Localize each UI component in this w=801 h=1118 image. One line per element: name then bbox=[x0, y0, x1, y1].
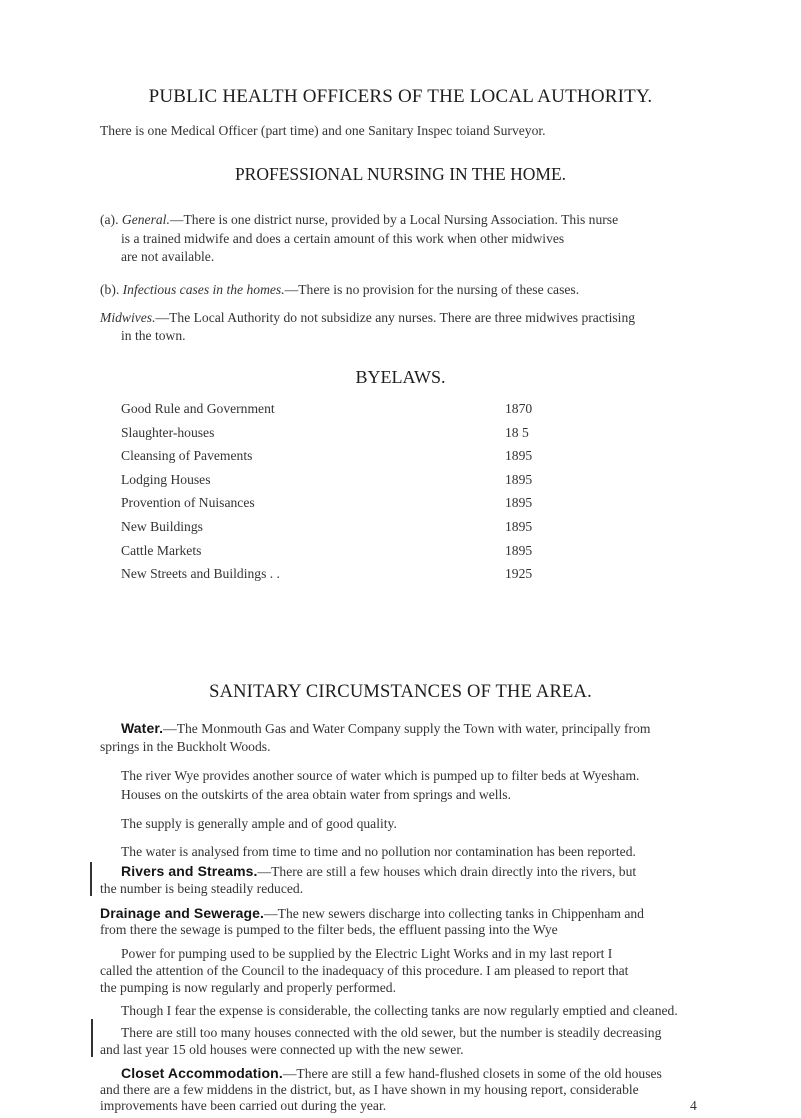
general-line-2: is a trained midwife and does a certain amount of this work when other midwives bbox=[121, 231, 565, 246]
general-marker: (a). bbox=[100, 212, 119, 227]
closet-label: Closet Accommodation. bbox=[121, 1065, 283, 1081]
byelaw-name: New Buildings bbox=[121, 519, 203, 534]
infectious-text: —There is no provision for the nursing of these cases. bbox=[284, 282, 580, 297]
byelaw-row bbox=[121, 519, 561, 537]
byelaw-name: Slaughter-houses bbox=[121, 424, 215, 440]
byelaws-heading: BYELAWS. bbox=[355, 367, 446, 387]
drainage-text: —The new sewers discharge into collecting tanks in Chippenham and bbox=[264, 906, 644, 921]
wye-line-1: The river Wye provides another source of water which is pumped up to filter beds at Wyesham. bbox=[121, 768, 640, 783]
byelaw-row bbox=[121, 401, 561, 419]
general-line-1 bbox=[100, 211, 618, 229]
page-number: 4 bbox=[690, 1098, 697, 1113]
byelaw-row bbox=[121, 566, 561, 584]
byelaw-name: Provention of Nuisances bbox=[121, 495, 255, 511]
rivers-label: Rivers and Streams. bbox=[121, 863, 258, 879]
wye-line-2: Houses on the outskirts of the area obtain water from springs and wells. bbox=[121, 787, 511, 802]
water-text: —The Monmouth Gas and Water Company supply the Town with water, principally from bbox=[163, 721, 651, 736]
analysed-line: The water is analysed from time to time and no pollution nor contamination has been reported. bbox=[121, 844, 636, 859]
infectious-line bbox=[100, 281, 579, 299]
rivers-text: —There are still a few houses which drain directly into the rivers, but bbox=[257, 864, 637, 879]
water-line-1 bbox=[121, 719, 650, 738]
drainage-line-2: from there the sewage is pumped to the filter beds, the effluent passing into the Wye bbox=[100, 922, 558, 937]
general-line-3: are not available. bbox=[121, 249, 215, 264]
midwives-text: —The Local Authority do not subsidize any nurses. There are three midwives practising bbox=[155, 310, 636, 325]
rivers-line-1 bbox=[121, 862, 636, 881]
byelaw-year: 1895 bbox=[505, 519, 533, 534]
general-label: General. bbox=[121, 212, 170, 227]
officers-heading: PUBLIC HEALTH OFFICERS OF THE LOCAL AUTHORITY. bbox=[148, 86, 653, 107]
byelaw-year: 1895 bbox=[505, 471, 533, 487]
midwives-line-1 bbox=[100, 309, 635, 327]
infectious-marker: (b). bbox=[100, 282, 120, 297]
byelaw-row bbox=[121, 425, 561, 443]
midwives-line-2: in the town. bbox=[121, 328, 186, 343]
byelaw-row bbox=[121, 495, 561, 513]
water-label: Water. bbox=[121, 720, 164, 736]
margin-bar bbox=[91, 1019, 93, 1057]
closet-text: —There are still a few hand-flushed closets in some of the old houses bbox=[282, 1066, 662, 1081]
byelaw-name: Cattle Markets bbox=[121, 542, 202, 558]
byelaw-year: 1925 bbox=[505, 566, 533, 582]
byelaw-year: 1895 bbox=[505, 495, 533, 511]
nursing-heading: PROFESSIONAL NURSING IN THE HOME. bbox=[234, 164, 567, 184]
byelaw-row bbox=[121, 543, 561, 561]
though-line: Though I fear the expense is considerable, the collecting tanks are now regularly emptied and cleaned. bbox=[121, 1003, 678, 1018]
infectious-label: Infectious cases in the homes. bbox=[122, 282, 285, 297]
byelaw-year: 1895 bbox=[505, 542, 533, 558]
byelaw-name: Good Rule and Government bbox=[121, 401, 275, 416]
power-line-1: Power for pumping used to be supplied by the Electric Light Works and in my last report I bbox=[121, 946, 613, 961]
byelaw-name: New Streets and Buildings . . bbox=[121, 566, 280, 582]
general-text: —There is one district nurse, provided by a Local Nursing Association. This nurse bbox=[169, 212, 619, 227]
byelaw-row bbox=[121, 448, 561, 466]
drainage-label: Drainage and Sewerage. bbox=[100, 905, 265, 921]
closet-line-2: and there are a few middens in the district, but, as I have shown in my housing report, considerable bbox=[100, 1082, 639, 1097]
byelaw-name: Lodging Houses bbox=[121, 471, 211, 487]
byelaw-year: 1870 bbox=[505, 401, 533, 416]
still-line-2: and last year 15 old houses were connected up with the new sewer. bbox=[100, 1042, 464, 1057]
supply-line: The supply is generally ample and of good quality. bbox=[121, 816, 397, 831]
midwives-label: Midwives. bbox=[100, 310, 156, 325]
power-line-3: the pumping is now regularly and properly performed. bbox=[100, 980, 396, 995]
water-line-2: springs in the Buckholt Woods. bbox=[100, 739, 271, 754]
byelaw-name: Cleansing of Pavements bbox=[121, 448, 253, 464]
margin-bar bbox=[90, 862, 92, 896]
still-line-1: There are still too many houses connected with the old sewer, but the number is steadily decreasing bbox=[121, 1025, 662, 1040]
officers-text: There is one Medical Officer (part time) and one Sanitary Inspec toiand Surveyor. bbox=[100, 123, 546, 138]
byelaw-year: 18 5 bbox=[505, 424, 529, 440]
closet-line-3: improvements have been carried out during the year. bbox=[100, 1098, 387, 1113]
rivers-line-2: the number is being steadily reduced. bbox=[100, 881, 304, 896]
byelaw-row bbox=[121, 472, 561, 490]
sanitary-heading: SANITARY CIRCUMSTANCES OF THE AREA. bbox=[209, 682, 592, 702]
power-line-2: called the attention of the Council to the inadequacy of this procedure. I am pleased to report that bbox=[100, 963, 629, 978]
byelaw-year: 1895 bbox=[505, 448, 533, 464]
